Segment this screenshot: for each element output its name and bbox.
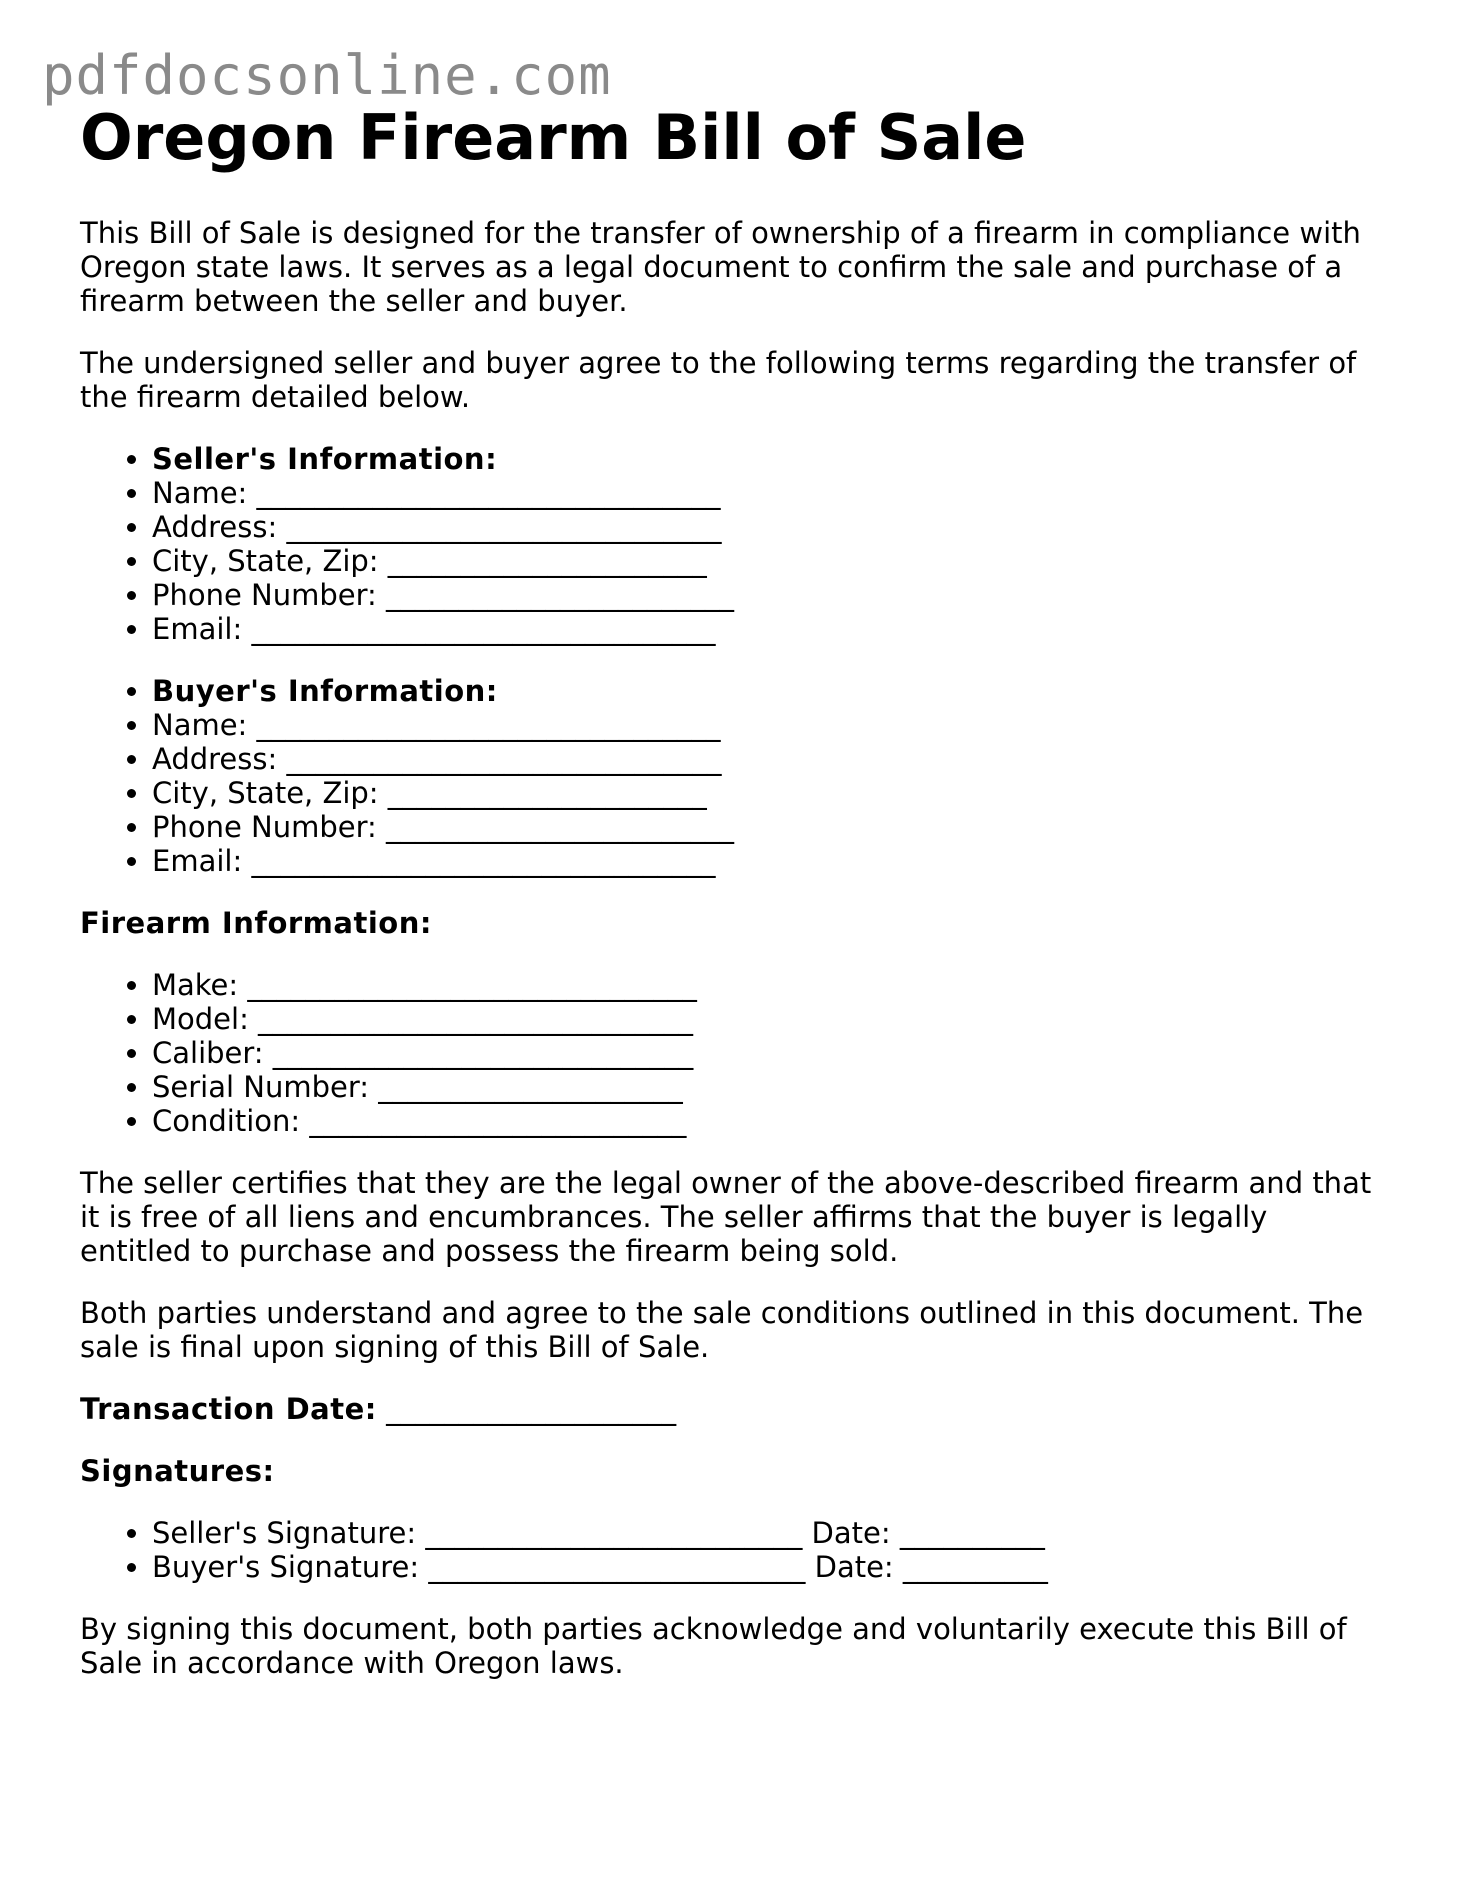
buyer-info-heading: • Buyer's Information: — [152, 674, 1380, 708]
firearm-make-field: • Make: _______________________________ — [152, 968, 1380, 1002]
transaction-date-blank: ____________________ — [376, 1392, 677, 1426]
transaction-date-label: Transaction Date: — [80, 1392, 377, 1426]
firearm-serial-field: • Serial Number: _____________________ — [152, 1070, 1380, 1104]
closing-paragraph: By signing this document, both parties acknowledge and voluntarily execute this Bill of Sale in accordance with Oregon laws. — [80, 1612, 1347, 1680]
seller-address-field: • Address: ______________________________ — [152, 510, 1380, 544]
buyer-city-field: • City, State, Zip: ______________________ — [152, 776, 1380, 810]
seller-email-field: • Email: ________________________________ — [152, 612, 1380, 646]
seller-city-field: • City, State, Zip: ______________________ — [152, 544, 1380, 578]
seller-info-list — [80, 442, 1380, 646]
conditions-paragraph: Both parties understand and agree to the sale conditions outlined in this document. The sale is final upon signing of this Bill of Sale. — [80, 1296, 1364, 1364]
firearm-condition-field: • Condition: __________________________ — [152, 1104, 1380, 1138]
firearm-info-heading: Firearm Information: — [80, 906, 432, 940]
seller-signature-field: • Seller's Signature: __________________________ Date: __________ — [152, 1516, 1380, 1550]
document-title: Oregon Firearm Bill of Sale — [80, 101, 1027, 174]
firearm-info-list — [80, 968, 1380, 1138]
transaction-date — [80, 1392, 1380, 1426]
signatures-list — [80, 1516, 1380, 1584]
buyer-name-field: • Name: ________________________________ — [152, 708, 1380, 742]
buyer-email-field: • Email: ________________________________ — [152, 844, 1380, 878]
firearm-model-field: • Model: ______________________________ — [152, 1002, 1380, 1036]
document-page — [80, 100, 1380, 1708]
watermark: pdfdocsonline.com — [42, 44, 612, 107]
seller-name-field: • Name: ________________________________ — [152, 476, 1380, 510]
seller-info-heading: • Seller's Information: — [152, 442, 1380, 476]
agreement-paragraph: The undersigned seller and buyer agree to the following terms regarding the transfer of the firearm detailed below. — [80, 346, 1357, 414]
signatures-heading: Signatures: — [80, 1454, 275, 1488]
buyer-signature-field: • Buyer's Signature: __________________________ Date: __________ — [152, 1550, 1380, 1584]
seller-phone-field: • Phone Number: ________________________ — [152, 578, 1380, 612]
intro-paragraph: This Bill of Sale is designed for the transfer of ownership of a firearm in compliance with Oregon state laws. It serves as a legal document to confirm the sale and purchase of a firearm between the seller and buyer. — [80, 216, 1361, 318]
certification-paragraph: The seller certifies that they are the legal owner of the above-described firearm and that it is free of all liens and encumbrances. The seller affirms that the buyer is legally entitled to purchase and possess the firearm being sold. — [80, 1166, 1372, 1268]
firearm-caliber-field: • Caliber: _____________________________ — [152, 1036, 1380, 1070]
buyer-address-field: • Address: ______________________________ — [152, 742, 1380, 776]
buyer-info-list — [80, 674, 1380, 878]
buyer-phone-field: • Phone Number: ________________________ — [152, 810, 1380, 844]
